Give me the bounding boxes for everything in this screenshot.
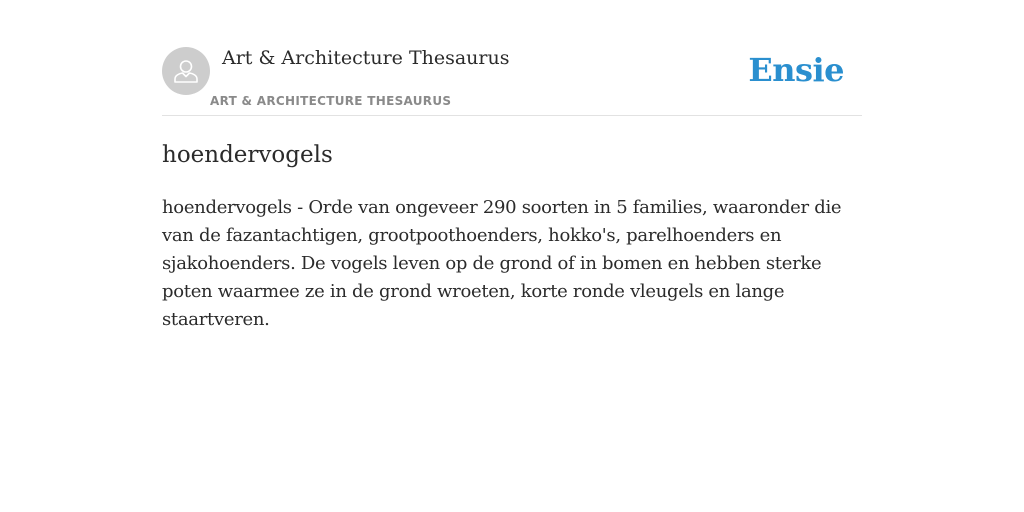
source-label[interactable]: ART & ARCHITECTURE THESAURUS [210, 94, 452, 108]
entry [162, 138, 862, 334]
author-name[interactable]: Art & Architecture Thesaurus [222, 47, 510, 69]
header [162, 0, 862, 116]
entry-title: hoendervogels [162, 142, 333, 168]
ensie-logo[interactable]: Ensie [748, 51, 844, 89]
entry-definition: hoendervogels - Orde van ongeveer 290 soorten in 5 families, waaronder die van de fazantachtigen, grootpoothoenders, hokko's, parelhoenders en sjakohoenders. De vogels leven op de grond of in bomen en hebben sterke poten waarmee ze in de grond wroeten, korte ronde vleugels en lange staartveren. [162, 197, 842, 330]
avatar[interactable] [162, 47, 210, 95]
user-silhouette-icon [171, 56, 201, 86]
